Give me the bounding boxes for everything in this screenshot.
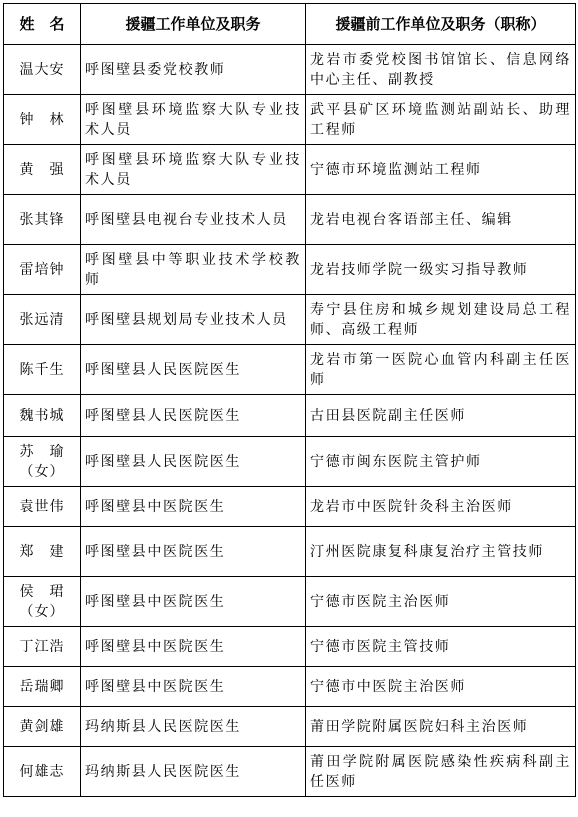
- table-row: [4, 195, 576, 245]
- table-row: [4, 295, 576, 345]
- table-header-row: [4, 4, 576, 45]
- name-cell: 张其锋: [4, 195, 81, 245]
- xinjiang-unit-cell: 呼图壁县中医院医生: [81, 627, 306, 667]
- header-xinjiang-unit: 援疆工作单位及职务: [81, 4, 306, 45]
- xinjiang-unit-cell: 玛纳斯县人民医院医生: [81, 707, 306, 747]
- prior-unit-cell: 龙岩市第一医院心血管内科副主任医师: [306, 345, 576, 395]
- personnel-table: [3, 3, 576, 797]
- prior-unit-cell: 龙岩技师学院一级实习指导教师: [306, 245, 576, 295]
- prior-unit-cell: 龙岩电视台客语部主任、编辑: [306, 195, 576, 245]
- prior-unit-cell: 宁德市环境监测站工程师: [306, 145, 576, 195]
- prior-unit-cell: 武平县矿区环境监测站副站长、助理工程师: [306, 95, 576, 145]
- name-cell: 岳瑞卿: [4, 667, 81, 707]
- xinjiang-unit-cell: 呼图壁县中医院医生: [81, 487, 306, 527]
- prior-unit-cell: 古田县医院副主任医师: [306, 395, 576, 437]
- prior-unit-cell: 龙岩市委党校图书馆馆长、信息网络中心主任、副教授: [306, 45, 576, 95]
- name-cell: 袁世伟: [4, 487, 81, 527]
- table-row: [4, 527, 576, 577]
- xinjiang-unit-cell: 呼图壁县环境监察大队专业技术人员: [81, 145, 306, 195]
- table-row: [4, 45, 576, 95]
- name-cell: 侯 珺（女）: [4, 577, 81, 627]
- name-cell: 黄 强: [4, 145, 81, 195]
- name-cell: 陈千生: [4, 345, 81, 395]
- xinjiang-unit-cell: 呼图壁县中等职业技术学校教师: [81, 245, 306, 295]
- name-cell: 魏书城: [4, 395, 81, 437]
- name-cell: 郑 建: [4, 527, 81, 577]
- prior-unit-cell: 宁德市闽东医院主管护师: [306, 437, 576, 487]
- name-cell: 张远清: [4, 295, 81, 345]
- xinjiang-unit-cell: 玛纳斯县人民医院医生: [81, 747, 306, 797]
- prior-unit-cell: 宁德市医院主治医师: [306, 577, 576, 627]
- prior-unit-cell: 宁德市医院主管技师: [306, 627, 576, 667]
- prior-unit-cell: 汀州医院康复科康复治疗主管技师: [306, 527, 576, 577]
- name-cell: 温大安: [4, 45, 81, 95]
- name-cell: 雷培钟: [4, 245, 81, 295]
- xinjiang-unit-cell: 呼图壁县电视台专业技术人员: [81, 195, 306, 245]
- xinjiang-unit-cell: 呼图壁县中医院医生: [81, 527, 306, 577]
- personnel-table-sheet: [3, 3, 575, 797]
- prior-unit-cell: 龙岩市中医院针灸科主治医师: [306, 487, 576, 527]
- table-row: [4, 627, 576, 667]
- table-row: [4, 577, 576, 627]
- header-prior-unit: 援疆前工作单位及职务（职称）: [306, 4, 576, 45]
- name-cell: 黄剑雄: [4, 707, 81, 747]
- table-row: [4, 95, 576, 145]
- table-row: [4, 245, 576, 295]
- table-row: [4, 145, 576, 195]
- prior-unit-cell: 宁德市中医院主治医师: [306, 667, 576, 707]
- prior-unit-cell: 莆田学院附属医院感染性疾病科副主任医师: [306, 747, 576, 797]
- name-cell: 苏 瑜（女）: [4, 437, 81, 487]
- xinjiang-unit-cell: 呼图壁县环境监察大队专业技术人员: [81, 95, 306, 145]
- name-cell: 何雄志: [4, 747, 81, 797]
- xinjiang-unit-cell: 呼图壁县中医院医生: [81, 667, 306, 707]
- table-row: [4, 345, 576, 395]
- xinjiang-unit-cell: 呼图壁县委党校教师: [81, 45, 306, 95]
- xinjiang-unit-cell: 呼图壁县人民医院医生: [81, 345, 306, 395]
- table-row: [4, 747, 576, 797]
- xinjiang-unit-cell: 呼图壁县人民医院医生: [81, 437, 306, 487]
- table-row: [4, 395, 576, 437]
- table-row: [4, 487, 576, 527]
- name-cell: 钟 林: [4, 95, 81, 145]
- name-cell: 丁江浩: [4, 627, 81, 667]
- prior-unit-cell: 莆田学院附属医院妇科主治医师: [306, 707, 576, 747]
- table-row: [4, 707, 576, 747]
- xinjiang-unit-cell: 呼图壁县人民医院医生: [81, 395, 306, 437]
- table-row: [4, 667, 576, 707]
- table-row: [4, 437, 576, 487]
- xinjiang-unit-cell: 呼图壁县规划局专业技术人员: [81, 295, 306, 345]
- prior-unit-cell: 寿宁县住房和城乡规划建设局总工程师、高级工程师: [306, 295, 576, 345]
- header-name: 姓 名: [4, 4, 81, 45]
- xinjiang-unit-cell: 呼图壁县中医院医生: [81, 577, 306, 627]
